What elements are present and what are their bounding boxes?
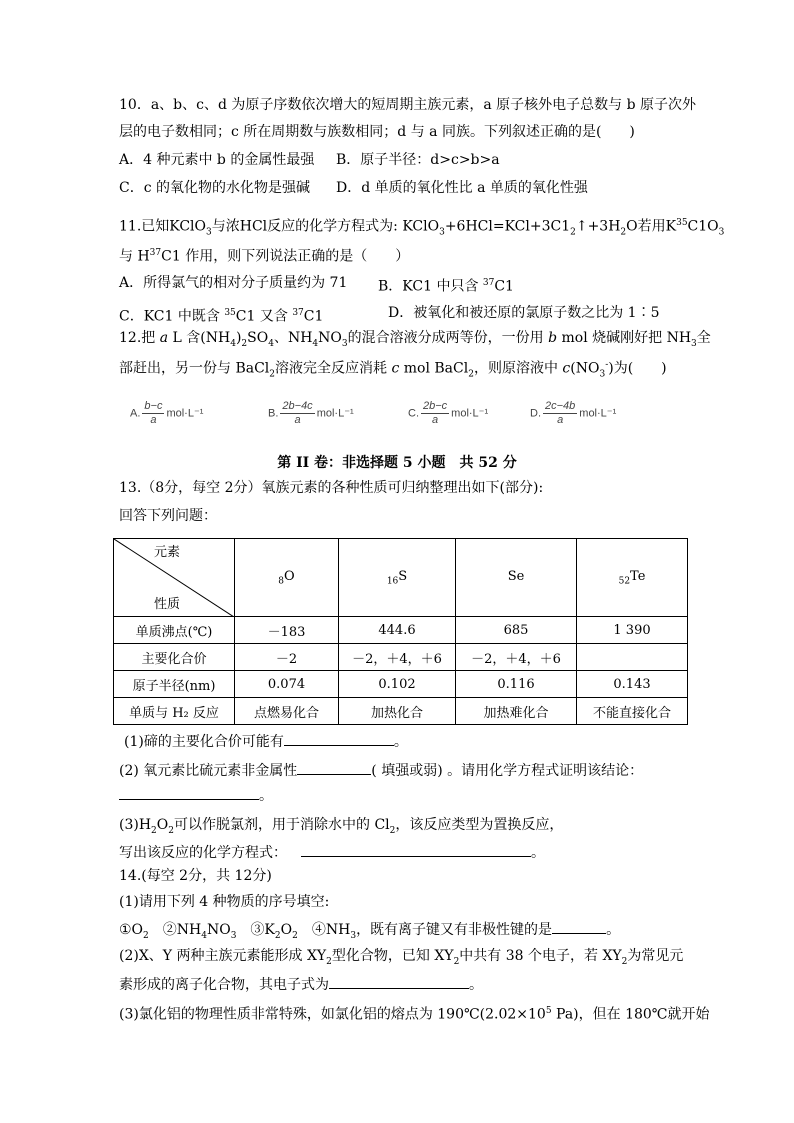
element-header-se: Se [456, 539, 577, 617]
row-label: 原子半径(nm) [114, 671, 235, 698]
element-header-te: $_{52}$Te [577, 539, 688, 617]
corner-bottom-label: 性质 [154, 597, 181, 612]
oxygen-family-table [113, 538, 688, 725]
q11-option-c: C．KC1 中既含 $^{35}$C1 又含 $^{37}$C1 [119, 308, 324, 325]
row-label: 单质沸点(℃) [114, 617, 235, 644]
table-cell: 0.116 [456, 671, 577, 698]
answer-blank[interactable] [284, 731, 394, 746]
row-label: 单质与 H₂ 反应 [114, 698, 235, 725]
table-cell: －2，＋4，＋6 [339, 644, 456, 671]
table-cell: 不能直接化合 [577, 698, 688, 725]
q14-part2: (2)X、Y 两种主族元素能形成 $XY_2$型化合物，已知 $XY_2$中共有 38 个电子，若 $XY_2$为常见元 [119, 948, 684, 967]
table-corner-cell [114, 539, 235, 617]
q11-line1: 11.已知KClO$_3$与浓HCl反应的化学方程式为: $KClO_3+6HCl=KCl+3C1_2↑+3H_2O$若用$K^{35}C1O_3$ [119, 218, 725, 238]
q14-part1-intro: (1)请用下列 4 种物质的序号填空: [119, 894, 330, 910]
element-header-o: $_8$O [235, 539, 339, 617]
table-cell: －2，＋4，＋6 [456, 644, 577, 671]
table-row [114, 617, 688, 644]
answer-blank[interactable] [119, 785, 259, 800]
table-cell: 1 390 [577, 617, 688, 644]
q14-part1: $①O_2$ $②NH_4NO_3$ $③K_2O_2$ $④NH_3$，既有离子键又有非极性键的是 。 [119, 919, 620, 946]
table-cell: 加热难化合 [456, 698, 577, 725]
table-cell: 444.6 [339, 617, 456, 644]
corner-top-label: 元素 [154, 545, 181, 560]
answer-blank[interactable] [297, 760, 371, 775]
table-cell [577, 644, 688, 671]
section-title: 第 II 卷：非选择题 5 小题 共 52 分 [277, 455, 517, 471]
q13-part3-answer: 写出该反应的化学方程式： 。 [119, 842, 545, 863]
table-cell: 685 [456, 617, 577, 644]
q13-line1: 13.（8分，每空 2分）氧族元素的各种性质可归纳整理出如下(部分): [119, 480, 544, 496]
q11-option-b: B．KC1 中只含 $^{37}$C1 [378, 278, 514, 295]
table-cell: 0.074 [235, 671, 339, 698]
q14-part3: (3)氯化铝的物理性质非常特殊，如氯化铝的熔点为 $190℃(2.02\times 10^5$ Pa)，但在 180℃就开始 [119, 1006, 710, 1023]
q13-part2-answer: 。 [119, 785, 273, 806]
answer-blank[interactable] [552, 919, 606, 934]
element-header-s: $_{16}$S [339, 539, 456, 617]
table-row [114, 671, 688, 698]
q10-option-c: C．c 的氧化物的水化物是强碱 [119, 180, 311, 196]
q14-part2-cont: 素形成的离子化合物，其电子式为 。 [119, 974, 483, 995]
answer-blank[interactable] [329, 974, 469, 989]
q12-line2: 部赶出，另一份与 BaCl$_2$溶液完全反应消耗 c mol BaCl$_2$，则原溶液中 $c(NO_3^-)$为( ) [119, 360, 667, 380]
table-cell: 加热化合 [339, 698, 456, 725]
table-cell: 0.102 [339, 671, 456, 698]
table-cell: 0.143 [577, 671, 688, 698]
q11-option-a: A．所得氯气的相对分子质量约为 71 [119, 275, 348, 291]
q12-option-b: B. $\frac{2b-4c}{a}$ mol·L⁻¹ [268, 400, 354, 426]
q10-option-d: D．d 单质的氧化性比 a 单质的氧化性强 [336, 180, 588, 196]
q10-line1: 10．a、b、c、d 为原子序数依次增大的短周期主族元素，a 原子核外电子总数与 b 原子次外 [119, 97, 697, 113]
q12-option-d: D. $\frac{2c-4b}{a}$ mol·L⁻¹ [530, 400, 617, 426]
table-cell: －2 [235, 644, 339, 671]
table-cell: －183 [235, 617, 339, 644]
answer-blank[interactable] [301, 842, 531, 857]
table-row [114, 698, 688, 725]
q12-option-a: A. $\frac{b-c}{a}$ mol·L⁻¹ [130, 400, 204, 426]
q10-option-a: A．4 种元素中 b 的金属性最强 [119, 152, 315, 168]
q10-option-b: B．原子半径：d>c>b>a [336, 152, 500, 168]
table-cell: 点燃易化合 [235, 698, 339, 725]
q12-line1: 12.把 a L 含$(NH_4)_2SO_4$、$NH_4NO_3$的混合溶液分成两等份，一份用 b mol 烧碱刚好把 $NH_3$全 [119, 330, 711, 349]
q14-line1: 14.(每空 2分，共 12分) [119, 868, 272, 884]
q11-line2: 与 $H^{37}C1$ 作用，则下列说法正确的是（ ） [119, 248, 410, 265]
table-row [114, 644, 688, 671]
row-label: 主要化合价 [114, 644, 235, 671]
q13-part3: $(3)H_2O_2$可以作脱氯剂，用于消除水中的 $Cl_2$，该反应类型为置换反应， [119, 817, 564, 836]
q13-part2: (2) 氧元素比硫元素非金属性 ( 填强或弱) 。请用化学方程式证明该结论： [119, 760, 643, 781]
q13-part1: (1)碲的主要化合价可能有 。 [124, 731, 408, 752]
q12-option-c: C. $\frac{2b-c}{a}$ mol·L⁻¹ [408, 400, 489, 426]
q11-option-d: D．被氧化和被还原的氯原子数之比为 1∶5 [388, 305, 660, 321]
q10-line2: 层的电子数相同；c 所在周期数与族数相同；d 与 a 同族。下列叙述正确的是( ) [119, 124, 635, 140]
q13-line2: 回答下列问题： [119, 508, 217, 524]
